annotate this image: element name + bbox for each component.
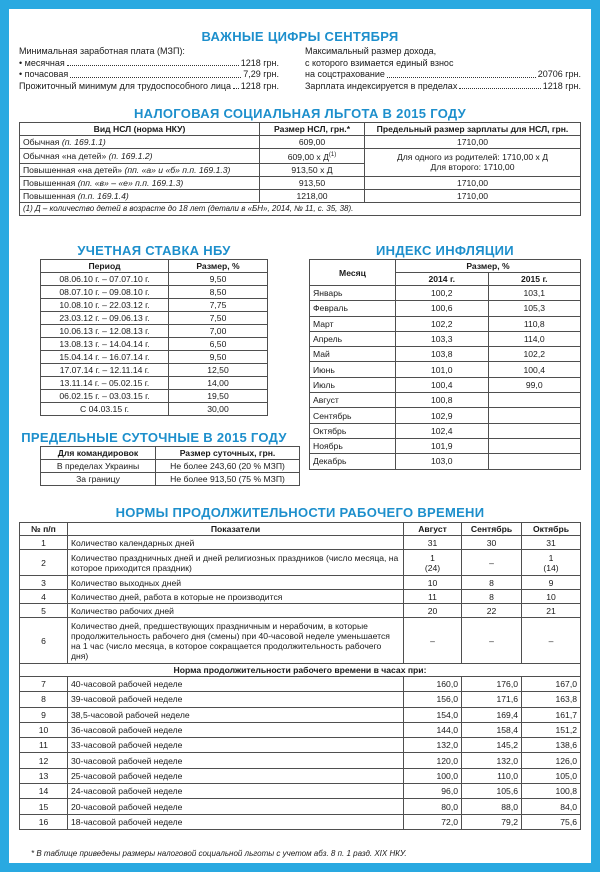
per-diem-title: ПРЕДЕЛЬНЫЕ СУТОЧНЫЕ В 2015 ГОДУ xyxy=(21,430,287,445)
table-row: 08.07.10 г. – 09.08.10 г. 8,50 xyxy=(41,286,268,299)
table-row: 15.04.14 г. – 16.07.14 г. 9,50 xyxy=(41,351,268,364)
table-row: 6 Количество дней, предшествующих праздничным и нерабочим, в которые продолжительность рабочего дня (смены) при 40-часовой неделе уменьшается на 1 час (число месяца, в которое сокращается продолжительность рабочего дня) – – – xyxy=(20,618,581,664)
nbu-rate-title: УЧЕТНАЯ СТАВКА НБУ xyxy=(77,243,231,258)
table-subheader-row: Норма продолжительности рабочего времени в часах при: xyxy=(20,664,581,677)
max-income-line2: с которого взимается единый взнос xyxy=(305,57,454,68)
table-row: Декабрь 103,0 xyxy=(310,454,581,469)
table-row: 10 36-часовой рабочей неделе 144,0 158,4 151,2 xyxy=(20,722,581,737)
table-row: Октябрь 102,4 xyxy=(310,423,581,438)
tax-header-limit: Предельный размер зарплаты для НСЛ, грн. xyxy=(365,123,581,136)
tax-header-type: Вид НСЛ (норма НКУ) xyxy=(20,123,260,136)
table-row: 13.11.14 г. – 05.02.15 г. 14,00 xyxy=(41,377,268,390)
table-row: С 04.03.15 г. 30,00 xyxy=(41,403,268,416)
table-row: Январь 100,2 103,1 xyxy=(310,286,581,301)
key-figures-left xyxy=(19,46,279,92)
key-figures-title: ВАЖНЫЕ ЦИФРЫ СЕНТЯБРЯ xyxy=(201,29,399,44)
table-row: 13.08.13 г. – 14.04.14 г. 6,50 xyxy=(41,338,268,351)
table-row: 12 30-часовой рабочей неделе 120,0 132,0 126,0 xyxy=(20,753,581,768)
tax-benefit-table xyxy=(19,122,581,216)
table-row: Сентябрь 102,9 xyxy=(310,408,581,423)
table-row: 1 Количество календарных дней 31 30 31 xyxy=(20,536,581,550)
table-row: Обычная (п. 169.1.1) 609,00 1710,00 xyxy=(20,136,581,149)
table-row: 23.03.12 г. – 09.06.13 г. 7,50 xyxy=(41,312,268,325)
table-row: Февраль 100,6 105,3 xyxy=(310,301,581,316)
table-row: Апрель 103,3 114,0 xyxy=(310,331,581,346)
table-row: 13 25-часовой рабочей неделе 100,0 110,0 105,0 xyxy=(20,768,581,783)
table-row: Ноябрь 101,9 xyxy=(310,438,581,453)
table-row: 2 Количество праздничных дней и дней религиозных праздников (число месяца, на которое приходится праздник) 1 (24) – 1 (14) xyxy=(20,550,581,576)
table-row: За границу Не более 913,50 (75 % МЗП) xyxy=(41,473,300,486)
max-income-row: на соцстрахование 20706 грн. xyxy=(305,69,581,79)
inflation-table: Месяц Размер, % 2014 г. 2015 г. Январь 100,2 103,1 Февраль 100,6 105,3 Март 102,2 110,8 Апрель 103,3 114,0 Май 103,8 102,2 Июнь 101,0 100,4 Июль 100,4 99,0 Август 100,8 Сентябрь 102,9 Октябрь 102,4 Ноябрь 101,9 Декабрь 103,0 xyxy=(309,259,581,470)
table-row: Июнь 101,0 100,4 xyxy=(310,362,581,377)
tax-header-amount: Размер НСЛ, грн.* xyxy=(260,123,365,136)
table-row: Повышенная (пп. «в» – «е» п.п. 169.1.3) 913,50 1710,00 xyxy=(20,176,581,189)
table-row: 16 18-часовой рабочей неделе 72,0 79,2 75,6 xyxy=(20,814,581,829)
table-row: 4 Количество дней, работа в которые не производится 11 8 10 xyxy=(20,590,581,604)
table-row: 9 38,5-часовой рабочей неделе 154,0 169,4 161,7 xyxy=(20,707,581,722)
inflation-title: ИНДЕКС ИНФЛЯЦИИ xyxy=(376,243,514,258)
table-row: В пределах Украины Не более 243,60 (20 % МЗП) xyxy=(41,460,300,473)
table-row: 3 Количество выходных дней 10 8 9 xyxy=(20,576,581,590)
children-limit-cell: Для одного из родителей: 1710,00 х Д Для второго: 1710,00 xyxy=(365,149,581,177)
table-row: 10.06.13 г. – 12.08.13 г. 7,00 xyxy=(41,325,268,338)
table-row: 15 20-часовой рабочей неделе 80,0 88,0 84,0 xyxy=(20,799,581,814)
table-row: 17.07.14 г. – 12.11.14 г. 12,50 xyxy=(41,364,268,377)
table-row: Март 102,2 110,8 xyxy=(310,316,581,331)
subsistence-row: Прожиточный минимум для трудоспособного лица 1218 грн. xyxy=(19,80,279,91)
min-wage-label: Минимальная заработная плата (МЗП): xyxy=(19,46,185,56)
work-time-table: № п/п Показатели Август Сентябрь Октябрь 1 Количество календарных дней 31 30 31 2 Количество праздничных дней и дней религиозных праздников (число месяца, на которое приходится праздник) 1 (24) – 1 (14) 3 Количество выходных дней 10 8 9 4 Количество дней, работа в которые не производится 11 8 10 5 Количество рабочих дней 20 22 21 6 Количество дней, предшествующих праздничным и нерабочим, в которые продолжительность рабочего дня (смены) при 40-часовой неделе уменьшается на 1 час (число месяца, в которое сокращается продолжительность рабочего дня) – – – Норма продолжительности рабочего времени в часах при: 7 40-часовой рабочей неделе 160,0 176,0 167,0 8 39-часовой рабочей неделе 156,0 171,6 163,8 9 38,5-часовой рабочей неделе 154,0 169,4 161,7 10 36-часовой рабочей неделе 144,0 158,4 151,2 11 33-часовой рабочей неделе 132,0 145,2 138,6 12 30-часовой рабочей неделе 120,0 132,0 126,0 13 25-часовой рабочей неделе 100,0 110,0 105,0 14 24-часовой рабочей неделе 96,0 105,6 100,8 15 20-часовой рабочей неделе 80,0 88,0 84,0 16 18-часовой рабочей неделе 72,0 79,2 75,6 xyxy=(19,522,581,830)
work-time-title: НОРМЫ ПРОДОЛЖИТЕЛЬНОСТИ РАБОЧЕГО ВРЕМЕНИ xyxy=(115,505,485,520)
table-row: Повышенная «на детей» (пп. «а» и «б» п.п. 169.1.3) 913,50 х Д xyxy=(20,163,581,176)
table-row: 5 Количество рабочих дней 20 22 21 xyxy=(20,604,581,618)
key-figures-right xyxy=(305,46,581,92)
nbu-rate-table: Период Размер, % 08.06.10 г. – 07.07.10 г. 9,50 08.07.10 г. – 09.08.10 г. 8,50 10.08.10 г. – 22.03.12 г. 7,75 23.03.12 г. – 09.06.13 г. 7,50 10.06.13 г. – 12.08.13 г. 7,00 13.08.13 г. – 14.04.14 г. 6,50 15.04.14 г. – 16.07.14 г. 9,50 17.07.14 г. – 12.11.14 г. 12,50 13.11.14 г. – 05.02.15 г. 14,00 06.02.15 г. – 03.03.15 г. 19,50 С 04.03.15 г. 30,00 xyxy=(40,259,268,416)
table-row: 7 40-часовой рабочей неделе 160,0 176,0 167,0 xyxy=(20,677,581,692)
table-row: 14 24-часовой рабочей неделе 96,0 105,6 100,8 xyxy=(20,784,581,799)
table-row: Август 100,8 xyxy=(310,393,581,408)
table-row: Май 103,8 102,2 xyxy=(310,347,581,362)
hourly-wage-row: • почасовая 7,29 грн. xyxy=(19,69,279,79)
table-row: 06.02.15 г. – 03.03.15 г. 19,50 xyxy=(41,390,268,403)
bottom-footnote: * В таблице приведены размеры налоговой социальной льготы с учетом абз. 8 п. 1 разд. XIX НКУ. xyxy=(31,849,407,858)
tax-benefit-title: НАЛОГОВАЯ СОЦИАЛЬНАЯ ЛЬГОТА В 2015 ГОДУ xyxy=(133,106,467,121)
table-row: 08.06.10 г. – 07.07.10 г. 9,50 xyxy=(41,273,268,286)
table-row: 10.08.10 г. – 22.03.12 г. 7,75 xyxy=(41,299,268,312)
monthly-wage-row: • месячная 1218 грн. xyxy=(19,57,279,68)
per-diem-table: Для командировок Размер суточных, грн. В пределах Украины Не более 243,60 (20 % МЗП) За границу Не более 913,50 (75 % МЗП) xyxy=(40,446,300,486)
table-row: Повышенная (п.п. 169.1.4) 1218,00 1710,00 xyxy=(20,189,581,202)
page xyxy=(9,9,591,863)
table-row: Обычная «на детей» (п. 169.1.2) 609,00 х $Д^{(1)}$ Для одного из родителей: 1710,00 х Д Для второго: 1710,00 xyxy=(20,149,581,164)
table-footnote-row: (1) Д – количество детей в возрасте до 18 лет (детали в «БН», 2014, № 11, с. 35, 38). xyxy=(20,202,581,215)
indexed-wage-row: Зарплата индексируется в пределах 1218 грн. xyxy=(305,80,581,91)
table-row: Июль 100,4 99,0 xyxy=(310,377,581,392)
table-row: 8 39-часовой рабочей неделе 156,0 171,6 163,8 xyxy=(20,692,581,707)
table-row: 11 33-часовой рабочей неделе 132,0 145,2 138,6 xyxy=(20,738,581,753)
max-income-line1: Максимальный размер дохода, xyxy=(305,46,437,56)
